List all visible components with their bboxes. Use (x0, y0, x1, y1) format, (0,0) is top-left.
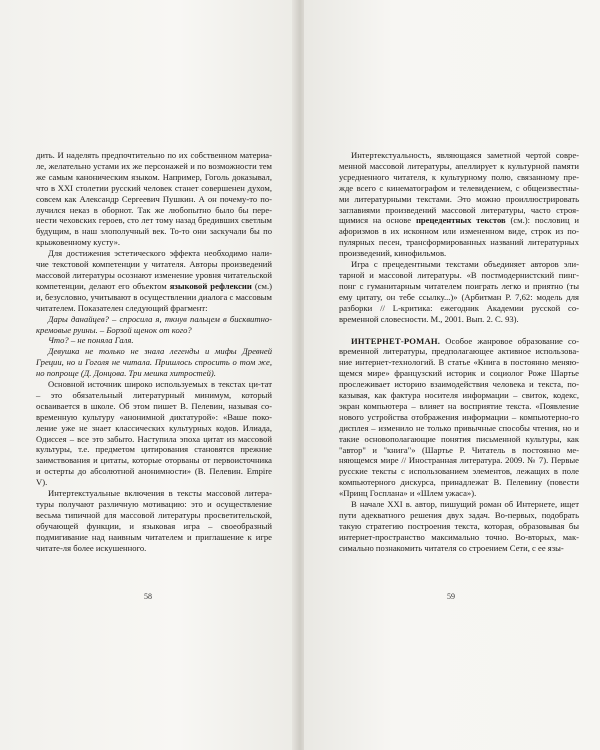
text-run: Интертекстуальные включения в тексты массовой литера-туры получают различную мотивацию: это и осуществление весьма типичной для массовой литературы просветительской, обучающей функции, и языковая игра – своеобразный подмигивание над наивным читателем и приглашение к игре читате-ля более искушенного. (36, 488, 272, 553)
text-run: Девушка не только не знала легенды и мифы Древней Греции, но и Гоголя не читала. Пришлось спросить о том же, но попроще (36, 346, 272, 379)
text-run: Особое жанровое образование со-временной литературы, предполагающее активное использова-ние интернет-технологий. В статье «Книга в постоянно меняю-щемся мире» французский историк и социолог Роже Шартье прослеживает историю взаимодействия человека и текста, по-казывая, как фактура носителя информации – свиток, кодекс, экран компьютера – влияет на восприятие текста. «Появление нового устройства отображения информации – компьютерно-го дисплея – изменило не только привычные способы чтения, но и такие основополагающие понятия письменной культуры, как "автор" и "книга"» (Шартье Р. Читатель в постоянно ме-няющемся мире // Иностранная литература. 2009. № 7). Первые русские тексты с использованием элементов, лежащих в поле компьютерного дискурса, принадлежат В. Пелевину (повести «Принц Госплана» и «Шлем ужаса»). (339, 335, 579, 499)
text-run: дить. И наделять предпочтительно по их собственном материа-ле, желательно устами их же персонажей и по возможности тем же самым каноническим языком. Например, Гоголь доказывал, что в XXI столетии русский человек станет совершенен духом, совсем как Александр Сергеевич Пушкин. А он почему-то по-лучился неказ в оборнот. Так же любопытно было бы пере-нести чеховских героев, сто лет тому назад бредивших светлым будущим, в наш злополучный век. То-то они заскучали бы по крыжовенному кусту». (36, 150, 272, 248)
text-run: Игра с прецедентными текстами объединяет авторов эли-тарной и массовой литературы. «В постмодернистский пинг-понг с гуманитарным читателем поиграть легко и приятно (ты ему цитату, он тебе ссылку...)» (Арбитман Р. 7,62: модель для разборки // L-критика: ежегодник Академии русской со-временной словесности. М., 2001. Вып. 2. С. 93). (339, 259, 579, 324)
left-page-number: 58 (144, 592, 152, 601)
text-run: Что? – не поняла Галя. (48, 335, 134, 346)
paragraph (339, 259, 579, 324)
paragraph (36, 150, 272, 248)
text-run: Интертекстуальность, являющаяся заметной чертой совре-менной массовой литературы, апеллирует к культурной памяти усредненного читателя, к культурному полю, связанному пре-жде всего с кинематографом и телевидением, с общеизвестны-ми литературными текстами. Это можно проиллюстрировать заглавиями произведений массовой литературы, часто строя-щимися на основе (339, 150, 579, 226)
text-run: (см.): пословиц и афоризмов в их исконном или измененном виде, строк из по-пулярных песен, трансформированных названий литературных произведений, кинофильмов. (339, 215, 579, 259)
paragraph (339, 499, 579, 554)
entry-heading: ИНТЕРНЕТ-РОМАН. (351, 335, 441, 346)
paragraph (36, 314, 272, 336)
paragraph-gap (339, 325, 579, 336)
text-run: Для достижения эстетического эффекта необходимо нали-чие текстовой компетенции у читателя. Авторы произведений массовой литературы осознают изменение уровня читательской компетенции, делают его объектом (36, 248, 272, 291)
term-bold: языковой рефлексии (169, 280, 252, 291)
paragraph (339, 336, 579, 500)
text-run: (Д. Донцова. Три мешка хитростей). (78, 368, 216, 379)
paragraph (339, 150, 579, 259)
paragraph (36, 379, 272, 488)
left-page-text (36, 150, 272, 554)
paragraph (36, 488, 272, 553)
text-run: (см.) и, безусловно, учитывают в осуществлении диалога с массовым читателем. Показателен следующий фрагмент: (36, 280, 272, 313)
paragraph (36, 346, 272, 379)
text-run: В начале XXI в. автор, пишущий роман об Интернете, ищет пути адекватного решения двух задач. Во-первых, подобрать такую стратегию построения текста, которая, образовывая бы интернет-пространство максимально точно. Во-вторых, мак-симально познакомить читателя со строением Сети, с ее язы- (339, 499, 579, 553)
right-page-number: 59 (447, 592, 455, 601)
text-run: Основной источник широко используемых в текстах ци-тат – это обязательный литературный минимум, который осваивается в школе. Об этом пишет В. Пелевин, называя со-временную культуру «анонимной диктатурой»: «Ваше поко-ление уже не знает классических культурных кодов. Илиада, Одиссея – все это забыто. Наступила эпоха цитат из массовой культуры, т.е. предметом цитирования становятся прежние заимствования и цитаты, которые оторваны от первоисточника и остерты до абсолютной анонимности» (В. Пелевин. Empire V). (36, 379, 272, 488)
right-page-text (339, 150, 579, 554)
text-run: Дары данайцев? – спросила я, ткнув пальцем в бисквитно-кремовые руины. – Борзой щенок от кого? (36, 313, 272, 335)
term-bold: прецедентных текстов (415, 215, 506, 226)
left-page (0, 0, 296, 750)
paragraph (36, 335, 272, 346)
right-page (304, 0, 600, 750)
paragraph (36, 248, 272, 313)
